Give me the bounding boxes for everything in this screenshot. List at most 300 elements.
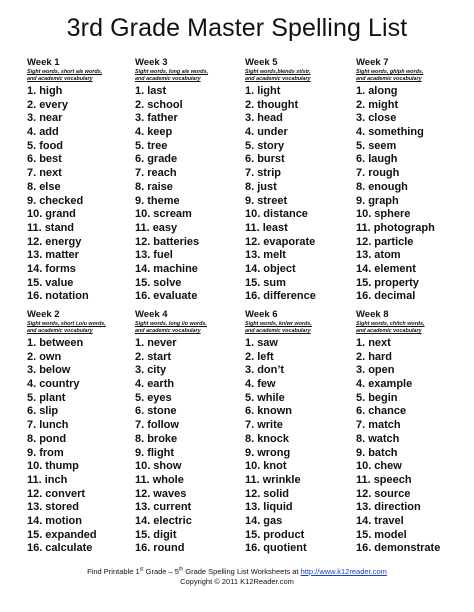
- word-text: earth: [147, 378, 175, 391]
- word-text: wrong: [257, 446, 291, 459]
- word-text: evaporate: [263, 235, 316, 248]
- word-item: [27, 99, 133, 113]
- word-item: [356, 263, 462, 277]
- word-item: [356, 236, 462, 250]
- k12reader-link[interactable]: http://www.k12reader.com: [300, 567, 387, 576]
- word-number: 6.: [135, 153, 145, 166]
- footer-text-3: Grade Spelling List Worksheets at: [183, 567, 301, 576]
- word-number: 14.: [245, 262, 261, 275]
- word-item: [27, 153, 133, 167]
- word-number: 1.: [356, 85, 366, 97]
- word-number: 10.: [135, 460, 151, 473]
- word-text: batch: [368, 446, 398, 459]
- week-block: [245, 57, 351, 304]
- word-text: broke: [147, 432, 178, 445]
- word-text: country: [39, 378, 80, 391]
- word-text: particle: [374, 235, 414, 248]
- word-text: example: [368, 378, 413, 391]
- word-item: [135, 542, 241, 556]
- word-item: [135, 208, 241, 222]
- word-text: school: [147, 98, 183, 111]
- week-subtitle: [135, 69, 241, 83]
- copyright-text: Copyright © 2011 K12Reader.com: [180, 577, 294, 586]
- word-text: matter: [45, 249, 79, 262]
- word-text: notation: [45, 290, 89, 303]
- word-text: start: [147, 350, 172, 363]
- word-item: [27, 85, 133, 99]
- week-subtitle-line-1: Sight words, short a/e words,: [27, 69, 103, 75]
- word-item: [356, 140, 462, 154]
- word-item: [245, 236, 351, 250]
- word-text: property: [374, 276, 419, 289]
- week-heading: Week 7: [356, 57, 389, 68]
- word-text: model: [374, 528, 407, 541]
- word-text: rough: [368, 167, 400, 180]
- word-item: [135, 222, 241, 236]
- word-text: known: [257, 405, 293, 418]
- word-text: direction: [374, 501, 421, 514]
- word-item: [135, 290, 241, 304]
- word-item: [27, 195, 133, 209]
- word-text: open: [368, 364, 395, 377]
- week-heading: Week 2: [27, 309, 60, 320]
- week-subtitle: [135, 321, 241, 335]
- word-item: [135, 501, 241, 515]
- word-text: current: [153, 501, 192, 514]
- word-item: [356, 501, 462, 515]
- word-list: [135, 85, 241, 304]
- word-list: [245, 337, 351, 556]
- word-number: 12.: [356, 235, 372, 248]
- word-number: 8.: [135, 180, 145, 193]
- word-text: theme: [147, 194, 180, 207]
- word-item: [245, 99, 351, 113]
- word-item: [135, 529, 241, 543]
- word-number: 9.: [245, 446, 255, 459]
- word-text: plant: [39, 391, 66, 404]
- word-number: 2.: [27, 98, 37, 111]
- word-item: [135, 195, 241, 209]
- word-text: graph: [368, 194, 399, 207]
- word-number: 8.: [356, 432, 366, 445]
- word-item: [245, 405, 351, 419]
- word-item: [356, 181, 462, 195]
- word-text: convert: [45, 487, 86, 500]
- word-text: match: [368, 419, 401, 432]
- word-text: least: [262, 221, 288, 234]
- word-text: distance: [263, 208, 308, 221]
- word-number: 7.: [135, 167, 145, 180]
- word-number: 5.: [356, 391, 366, 404]
- word-text: flight: [147, 446, 175, 459]
- word-text: from: [39, 446, 64, 459]
- word-text: eyes: [147, 391, 172, 404]
- week-subtitle-line-2: and academic vocabulary: [245, 328, 311, 334]
- word-number: 5.: [135, 391, 145, 404]
- word-number: 14.: [27, 514, 43, 527]
- word-number: 8.: [245, 180, 255, 193]
- word-number: 11.: [27, 221, 42, 234]
- word-item: [27, 277, 133, 291]
- word-item: [356, 542, 462, 556]
- word-item: [27, 126, 133, 140]
- word-text: expanded: [45, 528, 97, 541]
- word-item: [356, 126, 462, 140]
- footer-line: [0, 567, 474, 577]
- word-item: [245, 249, 351, 263]
- word-text: waves: [153, 487, 187, 500]
- word-number: 9.: [135, 446, 145, 459]
- word-item: [245, 195, 351, 209]
- word-number: 10.: [27, 208, 43, 221]
- word-text: photograph: [373, 221, 435, 234]
- word-number: 1.: [245, 85, 255, 97]
- word-text: electric: [153, 514, 192, 527]
- word-item: [245, 515, 351, 529]
- word-text: saw: [257, 337, 278, 349]
- word-list: [27, 85, 133, 304]
- week-heading: Week 4: [135, 309, 168, 320]
- word-number: 10.: [27, 460, 43, 473]
- word-item: [135, 153, 241, 167]
- word-number: 14.: [356, 514, 372, 527]
- page-title: 3rd Grade Master Spelling List: [66, 14, 408, 42]
- word-number: 2.: [356, 98, 366, 111]
- word-number: 16.: [135, 290, 151, 303]
- word-number: 13.: [356, 501, 372, 514]
- word-item: [356, 460, 462, 474]
- word-number: 7.: [245, 419, 255, 432]
- word-item: [27, 474, 133, 488]
- word-item: [27, 447, 133, 461]
- word-item: [27, 263, 133, 277]
- word-number: 15.: [356, 528, 372, 541]
- word-item: [356, 249, 462, 263]
- word-item: [245, 263, 351, 277]
- word-number: 1.: [135, 337, 145, 349]
- word-text: stone: [147, 405, 177, 418]
- word-text: never: [147, 337, 177, 349]
- word-number: 9.: [27, 194, 37, 207]
- word-number: 13.: [135, 249, 151, 262]
- word-text: forms: [45, 262, 76, 275]
- word-text: close: [368, 112, 397, 125]
- word-item: [135, 99, 241, 113]
- word-item: [27, 405, 133, 419]
- word-number: 4.: [356, 126, 366, 139]
- word-text: last: [147, 85, 167, 97]
- word-number: 8.: [27, 432, 37, 445]
- word-number: 9.: [27, 446, 37, 459]
- word-number: 10.: [245, 460, 261, 473]
- word-text: under: [257, 126, 288, 139]
- word-number: 2.: [135, 350, 145, 363]
- word-number: 11.: [356, 473, 371, 486]
- word-item: [356, 433, 462, 447]
- word-list: [135, 337, 241, 556]
- word-item: [356, 195, 462, 209]
- word-item: [245, 529, 351, 543]
- week-heading: Week 5: [245, 57, 278, 68]
- word-item: [27, 529, 133, 543]
- word-item: [27, 236, 133, 250]
- week-subtitle-line-2: and academic vocabulary: [356, 328, 422, 334]
- word-item: [245, 290, 351, 304]
- word-number: 11.: [245, 221, 260, 234]
- word-number: 12.: [135, 487, 151, 500]
- word-text: keep: [147, 126, 173, 139]
- word-text: product: [263, 528, 305, 541]
- week-subtitle: [245, 69, 351, 83]
- word-text: atom: [374, 249, 401, 262]
- word-text: between: [39, 337, 84, 349]
- word-number: 10.: [245, 208, 261, 221]
- word-number: 13.: [27, 249, 43, 262]
- week-subtitle-line-2: and academic vocabulary: [245, 76, 311, 82]
- word-text: reach: [147, 167, 177, 180]
- word-item: [356, 99, 462, 113]
- word-text: knot: [263, 460, 287, 473]
- word-number: 12.: [135, 235, 151, 248]
- word-text: object: [263, 262, 296, 275]
- word-number: 11.: [245, 473, 260, 486]
- week-subtitle-line-1: Sight words, long i/o words,: [135, 321, 207, 327]
- word-item: [135, 405, 241, 419]
- word-item: [135, 140, 241, 154]
- word-item: [135, 263, 241, 277]
- word-number: 8.: [135, 432, 145, 445]
- word-number: 3.: [27, 364, 37, 377]
- word-text: something: [368, 126, 424, 139]
- word-number: 15.: [245, 276, 261, 289]
- word-number: 11.: [135, 221, 150, 234]
- word-number: 13.: [135, 501, 151, 514]
- word-item: [27, 542, 133, 556]
- word-item: [135, 112, 241, 126]
- word-text: grand: [45, 208, 76, 221]
- word-text: story: [257, 139, 285, 152]
- word-item: [356, 364, 462, 378]
- word-item: [27, 392, 133, 406]
- word-number: 4.: [135, 126, 145, 139]
- word-item: [27, 364, 133, 378]
- word-text: round: [153, 542, 185, 555]
- word-item: [356, 405, 462, 419]
- word-text: thought: [257, 98, 299, 111]
- word-item: [356, 447, 462, 461]
- word-number: 3.: [245, 112, 255, 125]
- word-number: 16.: [245, 290, 261, 303]
- word-text: melt: [263, 249, 286, 262]
- word-item: [27, 290, 133, 304]
- word-item: [245, 542, 351, 556]
- week-subtitle-line-1: Sight words, ch/tch words,: [356, 321, 425, 327]
- word-item: [135, 392, 241, 406]
- word-text: slip: [39, 405, 59, 418]
- word-number: 5.: [245, 139, 255, 152]
- word-number: 5.: [27, 139, 37, 152]
- word-number: 3.: [356, 112, 366, 125]
- week-block: [356, 309, 462, 556]
- word-item: [135, 126, 241, 140]
- word-item: [135, 364, 241, 378]
- word-number: 2.: [135, 98, 145, 111]
- word-item: [245, 337, 351, 351]
- word-text: write: [257, 419, 283, 432]
- word-item: [356, 290, 462, 304]
- word-text: follow: [147, 419, 179, 432]
- word-number: 5.: [135, 139, 145, 152]
- word-number: 3.: [27, 112, 37, 125]
- word-text: difference: [263, 290, 316, 303]
- week-subtitle: [356, 69, 462, 83]
- word-list: [245, 85, 351, 304]
- word-number: 13.: [245, 501, 261, 514]
- word-item: [27, 488, 133, 502]
- word-text: knock: [257, 432, 289, 445]
- word-number: 12.: [245, 487, 261, 500]
- word-text: evaluate: [153, 290, 198, 303]
- week-subtitle-line-2: and academic vocabulary: [356, 76, 422, 82]
- word-number: 14.: [356, 262, 372, 275]
- word-text: watch: [368, 432, 400, 445]
- week-block: [27, 57, 133, 304]
- word-number: 1.: [356, 337, 366, 349]
- word-item: [135, 460, 241, 474]
- word-number: 10.: [135, 208, 151, 221]
- word-text: machine: [153, 262, 198, 275]
- word-item: [27, 419, 133, 433]
- word-item: [245, 85, 351, 99]
- week-subtitle-line-2: and academic vocabulary: [27, 328, 93, 334]
- word-number: 15.: [245, 528, 261, 541]
- word-item: [135, 515, 241, 529]
- word-number: 1.: [245, 337, 255, 349]
- word-text: father: [147, 112, 178, 125]
- word-text: pond: [39, 432, 67, 445]
- word-item: [245, 460, 351, 474]
- word-list: [27, 337, 133, 556]
- word-text: sphere: [374, 208, 411, 221]
- week-subtitle-line-2: and academic vocabulary: [135, 328, 201, 334]
- word-number: 9.: [356, 194, 366, 207]
- word-item: [245, 433, 351, 447]
- word-text: hard: [368, 350, 393, 363]
- word-number: 6.: [245, 405, 255, 418]
- week-block: [135, 57, 241, 304]
- word-item: [356, 378, 462, 392]
- week-heading: Week 8: [356, 309, 389, 320]
- word-number: 9.: [356, 446, 366, 459]
- word-number: 6.: [245, 153, 255, 166]
- word-number: 11.: [135, 473, 150, 486]
- footer-text-1: Find Printable 1: [87, 567, 140, 576]
- word-text: motion: [45, 514, 82, 527]
- word-number: 12.: [245, 235, 261, 248]
- word-item: [135, 433, 241, 447]
- week-subtitle-line-1: Sight words, gh/ph words,: [356, 69, 424, 75]
- word-text: food: [39, 139, 64, 152]
- word-number: 10.: [356, 208, 372, 221]
- word-number: 6.: [135, 405, 145, 418]
- word-item: [245, 222, 351, 236]
- word-text: solid: [263, 487, 289, 500]
- word-text: lunch: [39, 419, 69, 432]
- word-text: thump: [45, 460, 79, 473]
- word-number: 15.: [135, 528, 151, 541]
- word-number: 6.: [27, 405, 37, 418]
- word-number: 2.: [27, 350, 37, 363]
- word-item: [135, 378, 241, 392]
- word-item: [135, 351, 241, 365]
- word-number: 3.: [245, 364, 255, 377]
- word-item: [356, 167, 462, 181]
- word-text: laugh: [368, 153, 398, 166]
- word-number: 6.: [27, 153, 37, 166]
- word-item: [135, 488, 241, 502]
- word-number: 14.: [135, 262, 151, 275]
- word-number: 4.: [245, 378, 255, 391]
- word-number: 5.: [356, 139, 366, 152]
- week-block: [135, 309, 241, 556]
- word-item: [356, 222, 462, 236]
- word-item: [135, 474, 241, 488]
- word-number: 4.: [245, 126, 255, 139]
- word-text: might: [368, 98, 399, 111]
- word-number: 7.: [27, 167, 37, 180]
- word-item: [27, 378, 133, 392]
- word-number: 11.: [356, 221, 371, 234]
- word-text: along: [368, 85, 398, 97]
- word-text: every: [39, 98, 68, 111]
- word-item: [245, 378, 351, 392]
- word-item: [27, 351, 133, 365]
- word-item: [245, 140, 351, 154]
- word-item: [135, 337, 241, 351]
- word-number: 2.: [245, 98, 255, 111]
- word-text: next: [39, 167, 62, 180]
- word-number: 2.: [356, 350, 366, 363]
- word-item: [27, 515, 133, 529]
- word-text: grade: [147, 153, 178, 166]
- week-subtitle-line-1: Sight words, kn/wr words,: [245, 321, 312, 327]
- word-number: 14.: [27, 262, 43, 275]
- word-number: 12.: [27, 235, 43, 248]
- word-number: 4.: [27, 126, 37, 139]
- word-text: travel: [374, 514, 404, 527]
- week-subtitle-line-2: and academic vocabulary: [135, 76, 201, 82]
- word-text: inch: [44, 473, 68, 486]
- word-text: easy: [152, 221, 178, 234]
- word-item: [245, 112, 351, 126]
- word-item: [27, 433, 133, 447]
- word-text: speech: [373, 473, 412, 486]
- word-number: 16.: [356, 290, 372, 303]
- word-text: left: [257, 350, 274, 363]
- word-item: [135, 181, 241, 195]
- word-item: [27, 140, 133, 154]
- word-text: source: [374, 487, 411, 500]
- word-number: 4.: [27, 378, 37, 391]
- word-text: fuel: [153, 249, 173, 262]
- word-number: 14.: [245, 514, 261, 527]
- word-text: solve: [153, 276, 182, 289]
- word-text: head: [257, 112, 283, 125]
- word-number: 11.: [27, 473, 42, 486]
- word-text: decimal: [374, 290, 416, 303]
- word-item: [245, 126, 351, 140]
- word-number: 3.: [356, 364, 366, 377]
